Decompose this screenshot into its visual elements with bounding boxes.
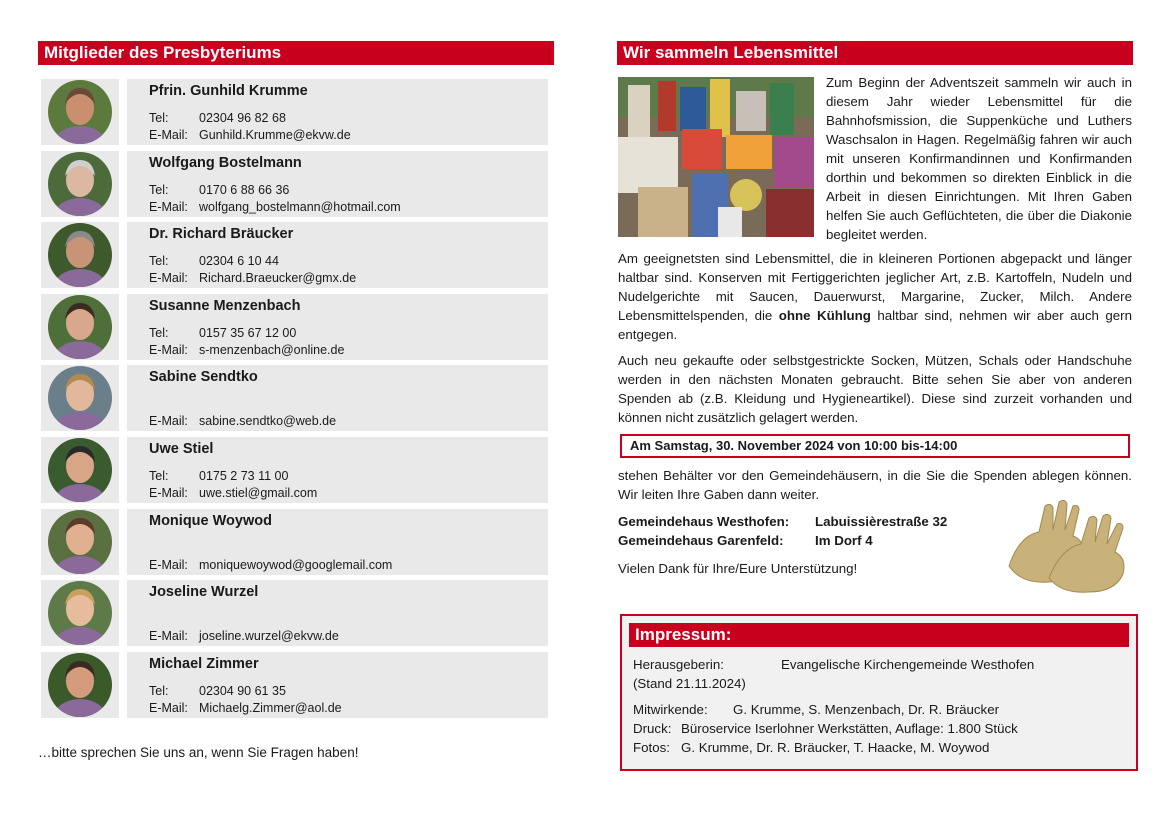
member-email: E-Mail: joseline.wurzel@ekvw.de bbox=[149, 629, 339, 644]
member-phone bbox=[149, 612, 199, 626]
member-row bbox=[41, 437, 548, 503]
member-avatar bbox=[48, 80, 112, 144]
closing-note: …bitte sprechen Sie uns an, wenn Sie Fragen haben! bbox=[38, 745, 359, 760]
member-phone bbox=[149, 397, 199, 411]
member-name: Michael Zimmer bbox=[149, 655, 259, 672]
member-email: E-Mail: sabine.sendtko@web.de bbox=[149, 414, 337, 429]
member-row bbox=[41, 294, 548, 360]
member-photo-cell bbox=[41, 222, 119, 288]
member-avatar bbox=[48, 152, 112, 216]
stand-line: (Stand 21.11.2024) bbox=[633, 676, 746, 691]
clothing-paragraph: Auch neu gekaufte oder selbstgestrickte Socken, Mützen, Schals oder Handschuhe werden in den nächsten Monaten gebraucht. Bitte sehen Sie aber von anderen Spenden ab (z.B. Kleidung und Hygieneartikel). Diese sind zurzeit vorhanden und können nicht zusätzlich gelagert werden. bbox=[618, 353, 1132, 425]
member-info-cell bbox=[127, 79, 548, 145]
member-phone: Tel: 0175 2 73 11 00 bbox=[149, 469, 289, 483]
groceries-photo bbox=[618, 77, 814, 237]
member-avatar bbox=[48, 223, 112, 287]
member-row bbox=[41, 580, 548, 646]
member-info-cell bbox=[127, 365, 548, 431]
member-phone: Tel: 02304 6 10 44 bbox=[149, 254, 279, 269]
member-info-cell bbox=[127, 151, 548, 217]
member-name: Wolfgang Bostelmann bbox=[149, 154, 302, 171]
member-email: E-Mail: uwe.stiel@gmail.com bbox=[149, 486, 318, 500]
member-info-cell bbox=[127, 222, 548, 288]
member-photo-cell bbox=[41, 652, 119, 718]
member-name: Pfrin. Gunhild Krumme bbox=[149, 83, 308, 99]
member-avatar bbox=[48, 581, 112, 645]
member-row bbox=[41, 151, 548, 217]
member-phone: Tel: 0170 6 88 66 36 bbox=[149, 182, 290, 197]
member-row bbox=[41, 79, 548, 145]
member-info-cell bbox=[127, 509, 548, 575]
member-name: Susanne Menzenbach bbox=[149, 297, 301, 314]
member-email: E-Mail: Michaelg.Zimmer@aol.de bbox=[149, 700, 342, 715]
member-photo-cell bbox=[41, 79, 119, 145]
member-photo-cell bbox=[41, 294, 119, 360]
member-photo-cell bbox=[41, 151, 119, 217]
member-avatar bbox=[48, 366, 112, 430]
member-info-cell bbox=[127, 437, 548, 503]
member-avatar bbox=[48, 653, 112, 717]
intro-paragraph: Zum Beginn der Adventszeit sammeln wir auch in diesem Jahr wieder Lebensmittel für die Bahnhofsmission, die Suppenküche und Luthers Waschsalon in Hagen. Regelmäßig fahren wir auch mit unseren Konfirmandinnen und Konfirmanden dorthin und bekommen so direkten Einblick in die Arbeit in diesen Einrichtungen. Mit Ihren Gaben helfen Sie auch Geflüchteten, die über die Diakonie begleitet werden. bbox=[826, 75, 1132, 242]
members-header: Mitglieder des Presbyteriums bbox=[38, 41, 554, 65]
containers-paragraph: stehen Behälter vor den Gemeindehäusern, in die Sie die Spenden ablegen können. Wir leiten Ihre Gaben dann weiter. bbox=[618, 468, 1132, 502]
member-name: Sabine Sendtko bbox=[149, 369, 258, 386]
no-cooling-emphasis: ohne Kühlung bbox=[778, 308, 871, 323]
member-phone: Tel: 0157 35 67 12 00 bbox=[149, 325, 297, 340]
member-photo-cell bbox=[41, 580, 119, 646]
member-phone: Tel: 02304 90 61 35 bbox=[149, 683, 286, 698]
member-name: Monique Woywod bbox=[149, 512, 272, 529]
member-name: Joseline Wurzel bbox=[149, 584, 259, 601]
member-info-cell bbox=[127, 580, 548, 646]
print-line: Druck: Büroservice Iserlohner Werkstätten, Auflage: 1.800 Stück bbox=[633, 721, 1018, 736]
member-avatar bbox=[48, 438, 112, 502]
member-email: E-Mail: wolfgang_bostelmann@hotmail.com bbox=[149, 199, 401, 214]
member-phone: Tel: 02304 96 82 68 bbox=[149, 111, 286, 125]
member-photo-cell bbox=[41, 365, 119, 431]
photos-line: Fotos: G. Krumme, Dr. R. Bräucker, T. Haacke, M. Woywod bbox=[633, 740, 990, 755]
member-email: E-Mail: s-menzenbach@online.de bbox=[149, 342, 345, 357]
member-avatar bbox=[48, 295, 112, 359]
member-name: Uwe Stiel bbox=[149, 441, 214, 457]
contributors-line: Mitwirkende: G. Krumme, S. Menzenbach, Dr. R. Bräucker bbox=[633, 702, 1000, 717]
member-phone bbox=[149, 541, 199, 555]
member-name: Dr. Richard Bräucker bbox=[149, 226, 294, 243]
member-info-cell bbox=[127, 294, 548, 360]
member-avatar bbox=[48, 510, 112, 574]
member-photo-cell bbox=[41, 509, 119, 575]
collection-date-box: Am Samstag, 30. November 2024 von 10:00 bis-14:00 bbox=[620, 434, 1130, 458]
food-drive-header: Wir sammeln Lebensmittel bbox=[617, 41, 1133, 65]
member-email: E-Mail: Richard.Braeucker@gmx.de bbox=[149, 271, 357, 286]
thanks-text: Vielen Dank für Ihre/Eure Unterstützung! bbox=[618, 561, 858, 576]
member-row bbox=[41, 365, 548, 431]
publisher-line: Herausgeberin: Evangelische Kirchengemeinde Westhofen bbox=[633, 657, 1035, 672]
impressum-box bbox=[620, 614, 1138, 771]
member-row bbox=[41, 222, 548, 288]
member-email: E-Mail: moniquewoywod@googlemail.com bbox=[149, 557, 393, 572]
impressum-header: Impressum: bbox=[629, 623, 1129, 647]
member-row bbox=[41, 652, 548, 718]
member-row bbox=[41, 509, 548, 575]
member-info-cell bbox=[127, 652, 548, 718]
food-types-paragraph: Am geeignetsten sind Lebensmittel, die in kleineren Portionen abgepackt und länger haltbar sind. Konserven mit Fertiggerichten jeglicher Art, z.B. Kartoffeln, Nudeln und Nudelgerichte mit Saucen, Dauerwurst, Margarine, Zucker, Milch. Andere Lebensmittelspenden, die ohne Kühlung haltbar sind, nehmen wir aber auch gern entgegen. bbox=[618, 251, 1132, 342]
member-email: E-Mail: Gunhild.Krumme@ekvw.de bbox=[149, 128, 351, 142]
member-photo-cell bbox=[41, 437, 119, 503]
gloves-image bbox=[999, 496, 1135, 596]
